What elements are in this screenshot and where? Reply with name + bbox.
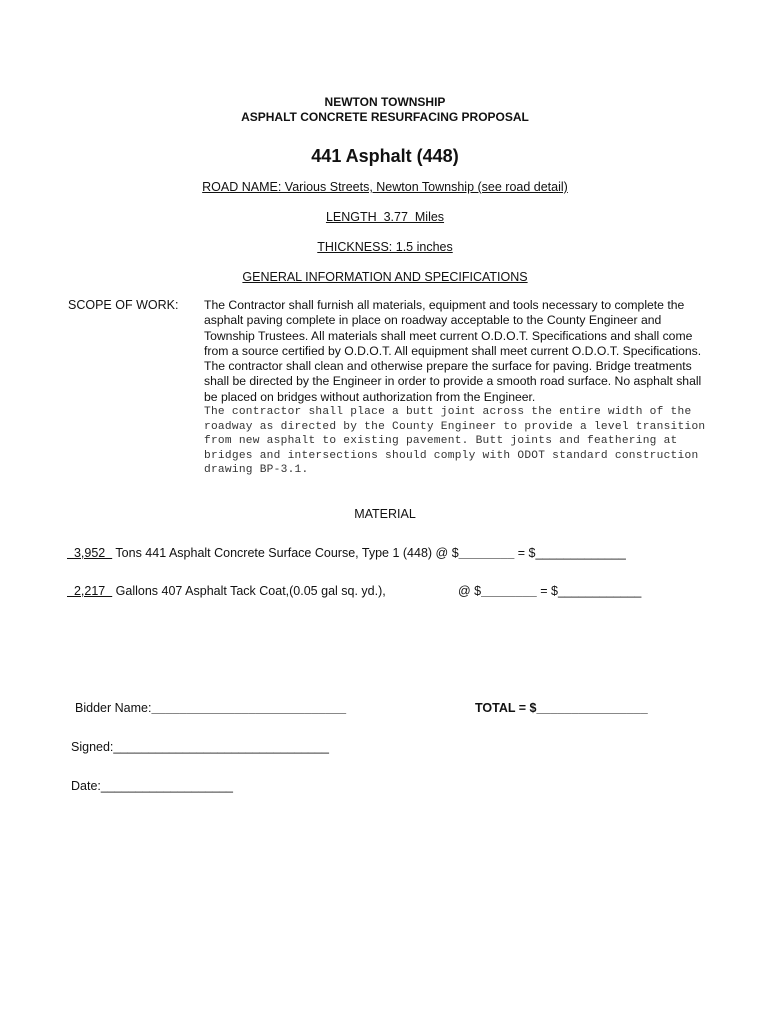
signed-blank[interactable]: _______________________________ (113, 740, 329, 754)
material-2-eq: = $ (536, 584, 558, 598)
proposal-title: 441 Asphalt (448) (311, 146, 459, 166)
material-line-1 (67, 546, 626, 560)
road-name-text: ROAD NAME: Various Streets, Newton Township (see road detail) (202, 180, 568, 194)
header-line-2: ASPHALT CONCRETE RESURFACING PROPOSAL (241, 110, 529, 124)
bidder-name-blank[interactable]: ____________________________ (151, 701, 347, 715)
material-1-desc: Tons 441 Asphalt Concrete Surface Course, Type 1 (448) @ $ (112, 546, 459, 560)
length-text: LENGTH 3.77 Miles (325, 210, 445, 224)
scope-text-mono: The contractor shall place a butt joint across the entire width of the roadway as directed by the County Engineer to provide a level transition from new asphalt to existing pavement. Butt joints and feathering at bridges and intersections should comply with ODOT standard construction drawing BP-3.1. (204, 406, 706, 477)
thickness (0, 240, 770, 254)
general-heading-text: GENERAL INFORMATION AND SPECIFICATIONS (242, 270, 528, 284)
date-row (71, 779, 233, 793)
bidder-name-row (75, 701, 346, 715)
material-2-total-blank[interactable]: ____________ (557, 584, 642, 598)
scope-text-sans: The Contractor shall furnish all materials, equipment and tools necessary to complete the asphalt paving complete in place on roadway acceptable to the County Engineer and Township Trustees. All materials shall meet current O.D.O.T. Specifications and shall come from a source certified by O.D.O.T. All equipment shall meet current O.D.O.T. Specifications. The contractor shall clean and otherwise prepare the surface for paving. Bridge treatments shall be directed by the Engineer in order to provide a smooth road surface. No asphalt shall be placed on bridges without authorization from the Engineer. (204, 298, 702, 404)
thickness-text: THICKNESS: 1.5 inches (317, 240, 453, 254)
material-2-price-blank[interactable]: ________ (481, 584, 537, 598)
material-1-total-blank[interactable]: _____________ (535, 546, 626, 560)
length (0, 210, 770, 224)
date-blank[interactable]: ___________________ (100, 779, 233, 793)
total-label: TOTAL = $ (475, 701, 537, 715)
header-line-1: NEWTON TOWNSHIP (324, 95, 446, 109)
date-label: Date: (71, 779, 101, 793)
material-1-qty: 3,952 (67, 546, 113, 560)
material-line-2 (67, 584, 386, 598)
material-1-price-blank[interactable]: ________ (458, 546, 515, 560)
general-heading (0, 270, 770, 284)
signed-label: Signed: (71, 740, 114, 754)
signed-row (71, 740, 329, 754)
total-row (475, 701, 648, 715)
material-2-at: @ $ (458, 584, 482, 598)
material-1-eq: = $ (514, 546, 536, 560)
total-blank[interactable]: ________________ (536, 701, 648, 715)
material-line-2-price (458, 584, 641, 598)
material-2-desc: Gallons 407 Asphalt Tack Coat,(0.05 gal sq. yd.), (112, 584, 386, 598)
material-heading: MATERIAL (354, 507, 416, 521)
road-name (0, 180, 770, 194)
scope-label: SCOPE OF WORK: (68, 298, 179, 312)
material-2-qty: 2,217 (67, 584, 113, 598)
bidder-name-label: Bidder Name: (75, 701, 152, 715)
scope-body (204, 298, 714, 478)
